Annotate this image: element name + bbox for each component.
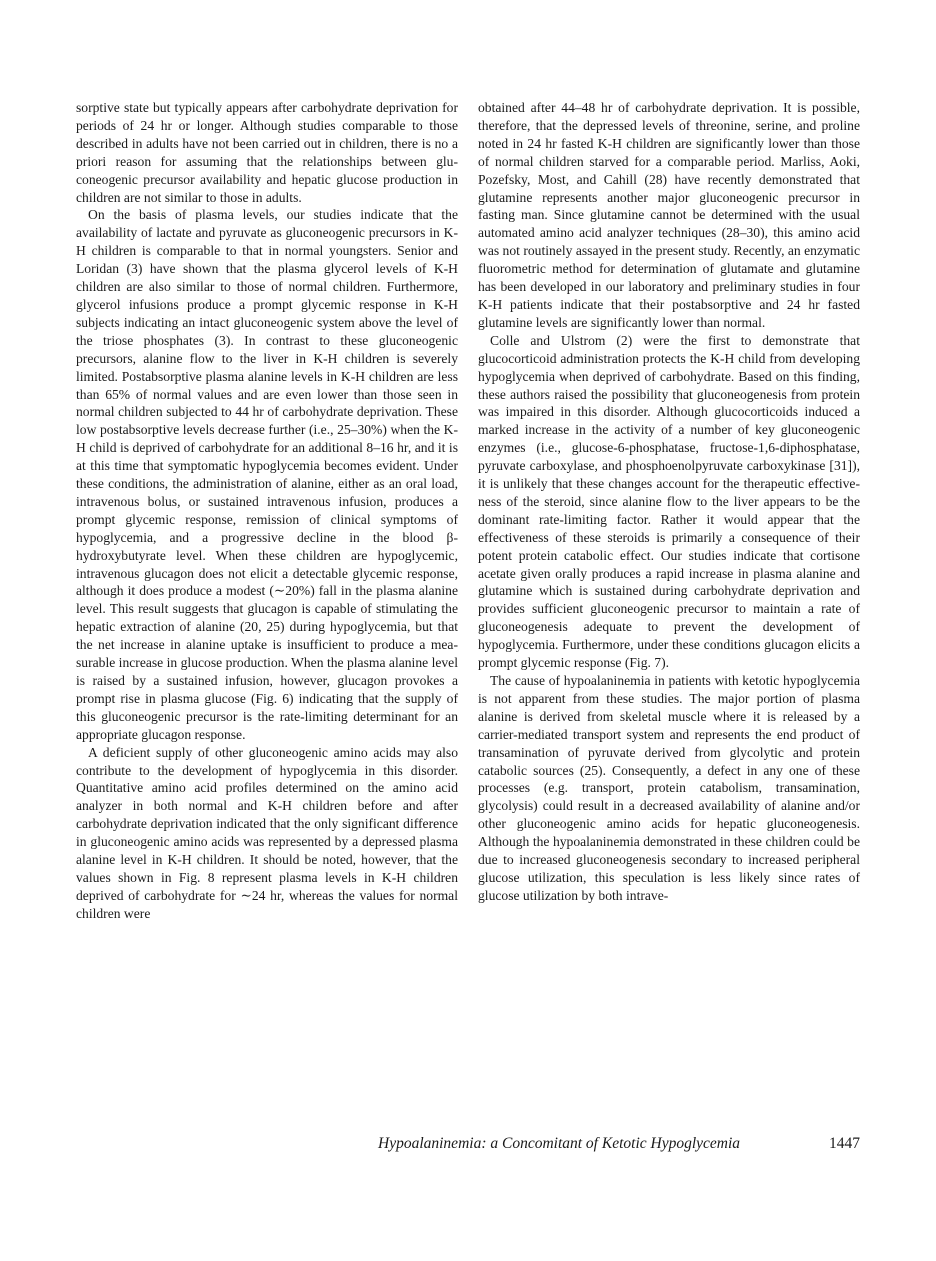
- paragraph: Colle and Ulstrom (2) were the first to demonstrate that glucocorticoid administration protects the K-H child from developing hypoglycemia when deprived of carbohydrate. Based on this finding, these authors raised the possibility that gluconeogenesis from protein was impaired in this disorder. Although glucocorticoids induced a marked increase in the activity of a number of key gluconeogenic enzymes (i.e., glucose-6-phosphatase, fructose-1,6-diphosphatase, pyruvate carboxylase, and phosphoenolpyruvate carboxykinase [31]), it is unlikely that these changes account for the therapeutic effectiveness of the steroid, since alanine flow to the liver appears to be the dominant rate-limiting factor. Rather it would appear that the effectiveness of these steroids is primarily a consequence of their potent protein catabolic effect. Our studies indicate that cortisone acetate given orally produces a rapid increase in plasma alanine and glutamine which is sustained during carbohydrate deprivation and provides sufficient gluconeogenic precursor to maintain a rate of gluconeogenesis adequate to prevent the development of hypoglycemia. Furthermore, under these conditions glucagon elicits a prompt glycemic response (Fig. 7).: [478, 332, 860, 671]
- paragraph: The cause of hypoalaninemia in patients with ketotic hypoglycemia is not apparent from these studies. The major portion of plasma alanine is derived from skeletal muscle where it is released by a carrier-mediated transport system and represents the end product of transamination of pyruvate derived from glycolytic and protein catabolic sources (25). Consequently, a defect in any one of these processes (e.g. transport, protein catabolism, transamination, glycolysis) could result in a decreased availability of alanine and/or other gluconeogenic amino acids for hepatic gluconeogenesis. Although the hypoalaninemia demonstrated in these children could be due to increased gluconeogenesis secondary to increased peripheral glucose utilization, this speculation is less likely since rates of glucose utilization by both intrave-: [478, 673, 860, 903]
- paragraph: A deficient supply of other gluconeogenic amino acids may also contribute to the development of hypoglycemia in this disorder. Quantitative amino acid profiles determined on the amino acid analyzer in both normal and K-H children before and after carbohydrate deprivation indicated that the only significant difference in gluconeogenic amino acids was represented by a depressed plasma alanine level in K-H children. It should be noted, however, that the values shown in Fig. 8 represent plasma levels in K-H children deprived of carbohydrate for ∼24 hr, whereas the values for normal children were: [76, 744, 458, 921]
- paragraph: obtained after 44–48 hr of carbohydrate deprivation. It is possible, therefore, that the depressed levels of threonine, serine, and proline noted in 24 hr fasted K-H children are significantly lower than those of normal children starved for a comparable period. Marliss, Aoki, Pozefsky, Most, and Cahill (28) have recently demonstrated that glutamine represents another major gluconeogenic precursor in fasting man. Since glutamine cannot be determined with the usual automated amino acid analyzer techniques (28–30), this amino acid was not routinely assayed in the present study. Recently, an enzymatic fluorometric method for determination of glutamate and glutamine has been developed in our laboratory and preliminary studies in four K-H patients indicate that their postabsorptive and 24 hr fasted glutamine levels are significantly lower than normal.: [478, 100, 860, 330]
- left-column: [76, 99, 458, 923]
- page-footer: [378, 1134, 860, 1154]
- paragraph: sorptive state but typically appears after carbohydrate deprivation for periods of 24 hr or longer. Although studies comparable to those described in adults have not been carried out in children, there is no a priori reason for assuming that the relationships between gluconeogenic precursor availability and hepatic glucose production in children are not similar to those in adults.: [76, 100, 458, 205]
- page-number: 1447: [829, 1135, 860, 1152]
- right-column: [478, 99, 860, 905]
- running-head: Hypoalaninemia: a Concomitant of Ketotic Hypoglycemia: [378, 1135, 741, 1152]
- paragraph: On the basis of plasma levels, our studies indicate that the availability of lactate and pyruvate as gluconeogenic precursors in K-H children is comparable to that in normal youngsters. Senior and Loridan (3) have shown that the plasma glycerol levels of K-H children are also similar to those of normal children. Furthermore, glycerol infusions produce a prompt glycemic response in K-H subjects indicating an intact gluconeogenic system above the level of the triose phosphates (3). In contrast to these gluconeogenic precursors, alanine flow to the liver in K-H children is severely limited. Postabsorptive plasma alanine levels in K-H children are less than 65% of normal values and are even lower than those seen in normal children subjected to 44 hr of carbohydrate deprivation. These low postabsorptive levels decrease further (i.e., 25–30%) when the K-H child is deprived of carbohydrate for an additional 8–16 hr, and it is at this time that symptomatic hypoglycemia becomes evident. Under these conditions, the administration of alanine, either as an oral load, intravenous bolus, or sustained intravenous infusion, produces a prompt glycemic response, remission of clinical symptoms of hypoglycemia, and a progressive decline in the blood β-hydroxybutyrate level. When these children are hypoglycemic, intravenous glucagon does not elicit a detectable glycemic response, although it does produce a modest (∼20%) fall in the plasma alanine level. This result suggests that glucagon is capable of stimulating the hepatic extraction of alanine (20, 25) during hypoglycemia, but that the net increase in alanine uptake is insufficient to produce a measurable increase in glucose production. When the plasma alanine level is raised by a sustained infusion, however, glucagon provokes a prompt rise in plasma glucose (Fig. 6) indicating that the supply of this gluconeogenic precursor is the rate-limiting determinant for an appropriate glucagon response.: [76, 207, 458, 742]
